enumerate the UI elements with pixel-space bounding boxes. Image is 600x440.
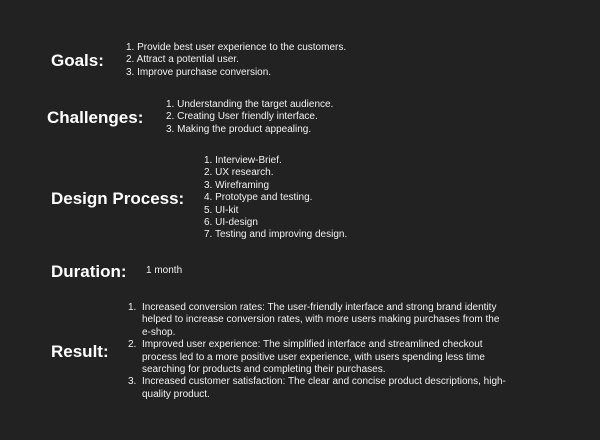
result-item-3-text: Increased customer satisfaction: The clear and concise product descriptions, high-quality product. (142, 376, 506, 400)
challenges-item-3: 3. Making the product appealing. (166, 123, 312, 135)
result-item-2-text: Improved user experience: The simplified interface and streamlined checkout process led to a more positive user experience, with users spending less time searching for products and completing their purchases. (142, 339, 485, 376)
design-process-item-7: 7. Testing and improving design. (204, 229, 348, 241)
result-item-1 (128, 302, 508, 339)
challenges-item-2: 2. Creating User friendly interface. (166, 111, 318, 123)
design-process-item-3: 3. Wireframing (204, 179, 270, 191)
challenges-item-1: 1. Understanding the target audience. (166, 99, 334, 110)
design-process-list (204, 155, 347, 242)
goals-item-1: 1. Provide best user experience to the customers. (126, 42, 347, 53)
goals-item-2: 2. Attract a potential user. (126, 54, 239, 66)
challenges-list (166, 99, 333, 136)
result-item-2 (128, 339, 508, 376)
result-title: Result: (51, 342, 109, 361)
duration-title: Duration: (51, 262, 127, 281)
goals-list (126, 42, 346, 79)
design-process-item-5: 5. UI-kit (204, 204, 239, 216)
result-item-3-number: 3. (128, 376, 137, 388)
design-process-item-6: 6. UI-design (204, 217, 258, 229)
goals-title: Goals: (51, 51, 104, 70)
result-list (128, 302, 508, 401)
design-process-item-4: 4. Prototype and testing. (204, 192, 313, 204)
result-item-1-number: 1. (128, 302, 137, 313)
goals-item-3: 3. Improve purchase conversion. (126, 66, 272, 78)
design-process-item-1: 1. Interview-Brief. (204, 155, 282, 166)
result-item-1-text: Increased conversion rates: The user-friendly interface and strong brand identity helped to increase conversion rates, with more users making purchases from the e-shop. (142, 302, 500, 338)
design-process-title: Design Process: (51, 189, 185, 208)
design-process-item-2: 2. UX research. (204, 167, 274, 179)
duration-value: 1 month (146, 265, 183, 276)
result-item-3 (128, 376, 508, 401)
challenges-title: Challenges: (47, 108, 144, 127)
result-item-2-number: 2. (128, 339, 137, 351)
